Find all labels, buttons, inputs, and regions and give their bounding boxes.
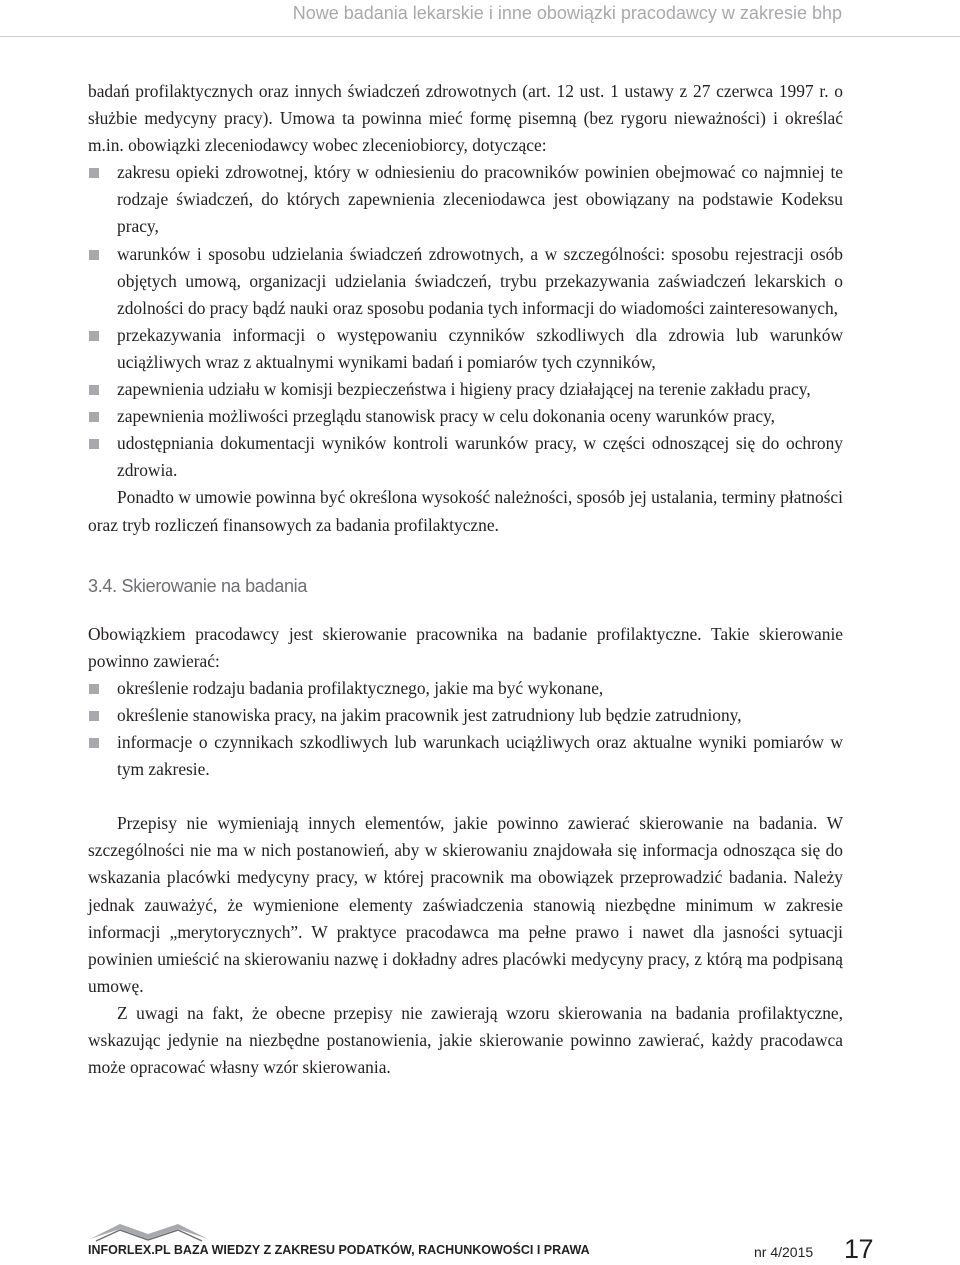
page-header bbox=[0, 0, 960, 37]
list-item bbox=[88, 241, 843, 322]
section-paragraph: Obowiązkiem pracodawcy jest skierowanie pracownika na badanie profilaktyczne. Takie skierowanie powinno zawierać: bbox=[88, 623, 843, 671]
square-bullet-icon bbox=[89, 738, 99, 748]
paragraph-spacer bbox=[88, 783, 843, 810]
section-paragraph-2: Przepisy nie wymieniają innych elementów, jakie powinno zawierać skierowanie na badania. W szczególności nie ma w nich postanowień, aby w skierowaniu znajdowała się informacja odnosząca się do wskazania placówki medycyny pracy, w której pracownik ma obowiązek przeprowadzić badania. Należy jednak zauważyć, że wymienione elementy zaświadczenia stanowią niezbędne minimum w zakresie informacji „merytorycznych”. W praktyce pracodawca ma pełne prawo i nawet dla jasności sytuacji powinien umieścić na skierowaniu nazwę i dokładny adres placówki medycyny pracy, z którą ma podpisaną umowę. bbox=[88, 813, 843, 996]
list-item bbox=[88, 702, 843, 729]
list-item-text: określenie stanowiska pracy, na jakim pracownik jest zatrudniony lub będzie zatrudniony, bbox=[117, 704, 742, 725]
list-item bbox=[88, 403, 843, 430]
square-bullet-icon bbox=[89, 684, 99, 694]
footer-brand: INFORLEX.PL BAZA WIEDZY Z ZAKRESU PODATKÓW, RACHUNKOWOŚCI I PRAWA bbox=[88, 1243, 590, 1257]
list-item bbox=[88, 675, 843, 702]
list-item-text: zapewnienia możliwości przeglądu stanowisk pracy w celu dokonania oceny warunków pracy, bbox=[117, 406, 776, 427]
list-item bbox=[88, 376, 843, 403]
page-footer bbox=[88, 1222, 872, 1262]
page-number: 17 bbox=[844, 1234, 874, 1264]
running-header-title: Nowe badania lekarskie i inne obowiązki pracodawcy w zakresie bhp bbox=[292, 3, 842, 23]
square-bullet-icon bbox=[89, 168, 99, 178]
referral-contents-list bbox=[88, 675, 843, 783]
list-item-text: określenie rodzaju badania profilaktycznego, jakie ma być wykonane, bbox=[117, 677, 604, 698]
intro-paragraph: badań profilaktycznych oraz innych świadczeń zdrowotnych (art. 12 ust. 1 ustawy z 27 czerwca 1997 r. o służbie medycyny pracy). Umowa ta powinna mieć formę pisemną (bez rygoru nieważności) i określać m.in. obowiązki zleceniodawcy wobec zleceniobiorcy, dotyczące: bbox=[88, 81, 843, 156]
section-paragraph-3: Z uwagi na fakt, że obecne przepisy nie zawierają wzoru skierowania na badania profilaktyczne, wskazując jedynie na niezbędne postanowienia, jakie skierowanie powinno zawierać, każdy pracodawca może opracować własny wzór skierowania. bbox=[88, 1002, 843, 1078]
square-bullet-icon bbox=[89, 331, 99, 341]
list-item bbox=[88, 729, 843, 783]
list-item bbox=[88, 322, 843, 376]
section-heading: 3.4. Skierowanie na badania bbox=[88, 575, 308, 596]
square-bullet-icon bbox=[89, 385, 99, 395]
list-item bbox=[88, 159, 843, 240]
page-content bbox=[88, 78, 843, 1081]
list-item-text: zakresu opieki zdrowotnej, który w odniesieniu do pracowników powinien obejmować co najmniej te rodzaje świadczeń, do których zapewnienia zleceniodawca jest obowiązany na podstawie Kodeksu pracy, bbox=[117, 162, 843, 237]
square-bullet-icon bbox=[89, 250, 99, 260]
inforlex-book-logo-icon bbox=[88, 1222, 210, 1242]
issue-number: nr 4/2015 bbox=[754, 1244, 814, 1260]
list-item bbox=[88, 430, 843, 484]
contract-obligations-list bbox=[88, 159, 843, 484]
square-bullet-icon bbox=[89, 412, 99, 422]
square-bullet-icon bbox=[89, 711, 99, 721]
list-item-text: warunków i sposobu udzielania świadczeń zdrowotnych, a w szczególności: sposobu rejestracji osób objętych umową, organizacji udzielania świadczeń, trybu przekazywania zaświadczeń lekarskich o zdolności do pracy bądź nauki oraz sposobu podania tych informacji do wiadomości zainteresowanych, bbox=[117, 243, 843, 318]
list-item-text: zapewnienia udziału w komisji bezpieczeństwa i higieny pracy działającej na terenie zakładu pracy, bbox=[117, 379, 811, 400]
list-item-text: informacje o czynnikach szkodliwych lub warunkach uciążliwych oraz aktualne wyniki pomiarów w tym zakresie. bbox=[117, 732, 843, 780]
closing-paragraph: Ponadto w umowie powinna być określona wysokość należności, sposób jej ustalania, terminy płatności oraz tryb rozliczeń finansowych za badania profilaktyczne. bbox=[88, 487, 843, 535]
list-item-text: przekazywania informacji o występowaniu czynników szkodliwych dla zdrowia lub warunków uciążliwych wraz z aktualnymi wynikami badań i pomiarów tych czynników, bbox=[117, 324, 843, 372]
square-bullet-icon bbox=[89, 439, 99, 449]
list-item-text: udostępniania dokumentacji wyników kontroli warunków pracy, w części odnoszącej się do ochrony zdrowia. bbox=[117, 433, 843, 481]
